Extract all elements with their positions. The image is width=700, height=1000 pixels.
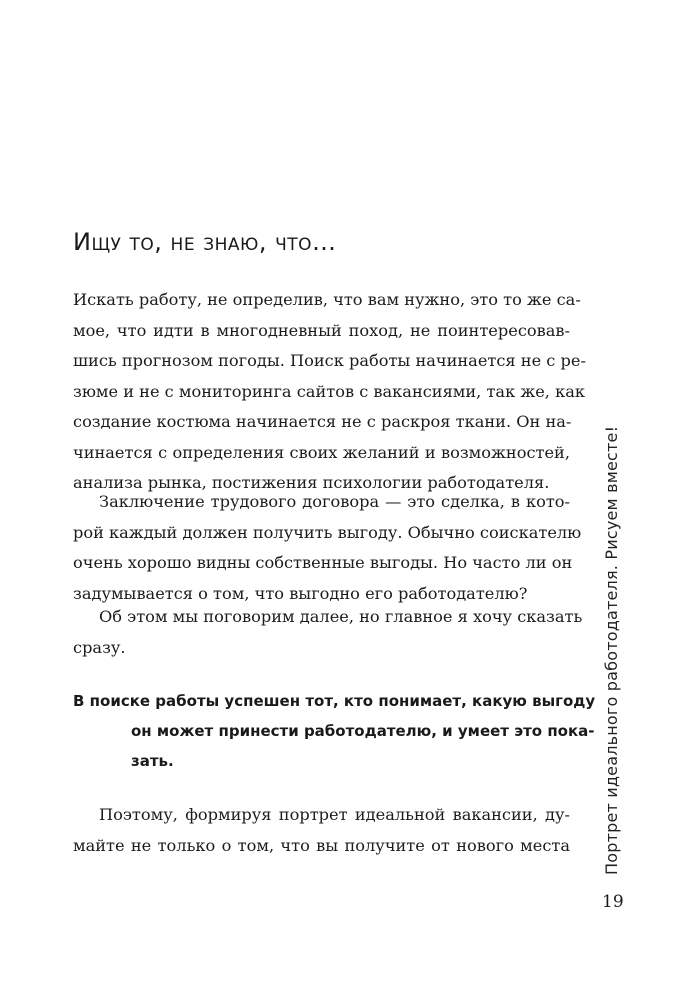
paragraph-1-line: зюме и не с мониторинга сайтов с вакансиями, так же, как: [73, 381, 585, 401]
running-header-vertical: Портрет идеального работодателя. Рисуем вместе!: [602, 425, 621, 875]
paragraph-3: [73, 602, 583, 663]
paragraph-3-line: Об этом мы поговорим далее, но главное я хочу сказать: [99, 607, 583, 626]
key-statement-line: он может принести работодателю, и умеет это пока-: [131, 722, 595, 740]
paragraph-2-line: задумывается о том, что выгодно его работодателю?: [73, 583, 528, 603]
paragraph-1-line: Искать работу, не определив, что вам нужно, это то же са-: [73, 290, 581, 309]
paragraph-1-line: шись прогнозом погоды. Поиск работы начинается не с ре-: [73, 351, 586, 370]
page-number: 19: [602, 892, 624, 912]
paragraph-1-line: создание костюма начинается не с раскроя ткани. Он на-: [73, 412, 572, 431]
paragraph-3-line: сразу.: [73, 637, 126, 657]
paragraph-1-line: мое, что идти в многодневный поход, не поинтересовав-: [73, 320, 570, 340]
paragraph-1: [73, 285, 586, 499]
section-heading: Ищу то, не знаю, что…: [73, 228, 337, 256]
paragraph-4-line: Поэтому, формируя портрет идеальной вакансии, ду-: [99, 805, 570, 824]
paragraph-1-line: анализа рынка, постижения психологии работодателя.: [73, 473, 550, 492]
key-statement-line: В поиске работы успешен тот, кто понимает, какую выгоду: [73, 692, 596, 710]
paragraph-2-line: рой каждый должен получить выгоду. Обычно соискателю: [73, 522, 582, 542]
paragraph-1-line: чинается с определения своих желаний и возможностей,: [73, 442, 570, 462]
key-statement-line: зать.: [131, 752, 174, 770]
paragraph-2-line: очень хорошо видны собственные выгоды. Но часто ли он: [73, 553, 573, 572]
key-statement: [73, 686, 596, 776]
paragraph-4: [73, 800, 570, 861]
paragraph-2-line: Заключение трудового договора — это сделка, в кото-: [99, 492, 570, 511]
paragraph-2: [73, 487, 582, 609]
paragraph-4-line: майте не только о том, что вы получите от нового места: [73, 835, 570, 855]
